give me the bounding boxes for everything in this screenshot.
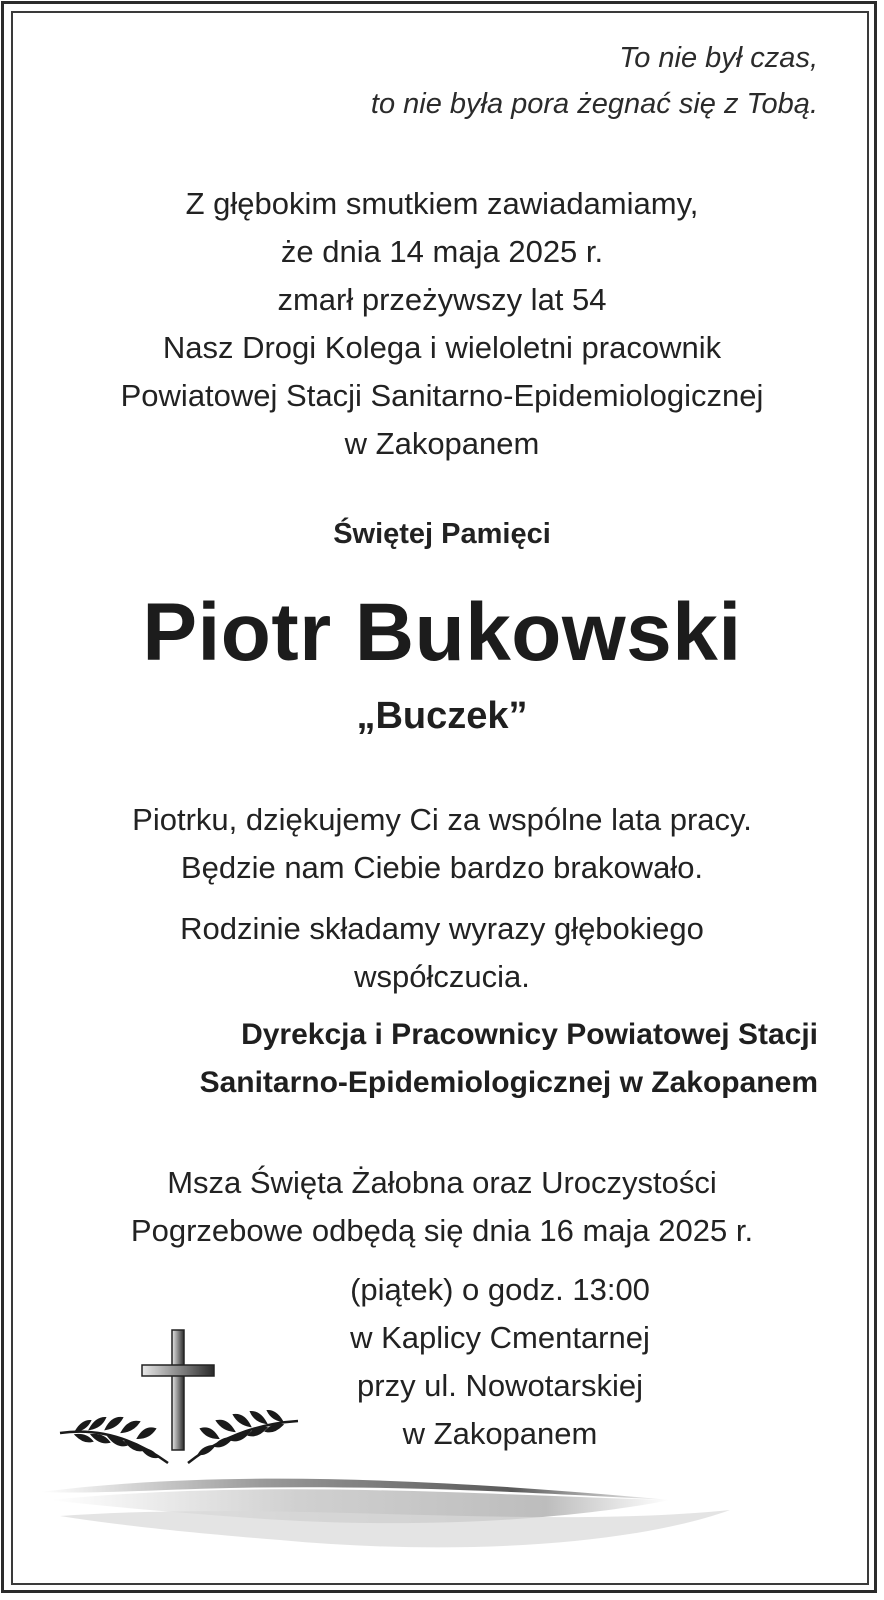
- motto-line-2: to nie była pora żegnać się z Tobą.: [370, 88, 818, 120]
- announcement-line-6: w Zakopanem: [344, 426, 540, 461]
- funeral-line-5: przy ul. Nowotarskiej: [357, 1368, 643, 1403]
- announcement-line-3: zmarł przeżywszy lat 54: [277, 282, 607, 317]
- announcement-line-5: Powiatowej Stacji Sanitarno-Epidemiologicznej: [120, 378, 764, 413]
- funeral-line-4: w Kaplicy Cmentarnej: [350, 1320, 650, 1355]
- thanks-line-3: Rodzinie składamy wyrazy głębokiego: [180, 911, 704, 946]
- announcement-line-2: że dnia 14 maja 2025 r.: [280, 234, 604, 269]
- memory-label: Świętej Pamięci: [333, 518, 551, 550]
- thanks-line-1: Piotrku, dziękujemy Ci za wspólne lata pracy.: [132, 802, 752, 837]
- announcement-line-4: Nasz Drogi Kolega i wieloletni pracownik: [162, 330, 722, 365]
- cross-with-branches: [56, 1325, 306, 1475]
- thanks-line-4: współczucia.: [354, 959, 530, 994]
- announcement-line-1: Z głębokim smutkiem zawiadamiamy,: [185, 186, 699, 221]
- wave-decoration: [30, 1470, 850, 1580]
- funeral-line-3: (piątek) o godz. 13:00: [350, 1272, 650, 1307]
- motto-line-1: To nie był czas,: [619, 42, 818, 74]
- palm-branch-icon-right: [188, 1411, 298, 1463]
- signature-line-2: Sanitarno-Epidemiologicznej w Zakopanem: [199, 1066, 818, 1099]
- palm-branch-icon-left: [60, 1418, 168, 1463]
- thanks-line-2: Będzie nam Ciebie bardzo brakowało.: [180, 850, 704, 885]
- nickname: „Buczek”: [356, 695, 528, 737]
- funeral-line-2: Pogrzebowe odbędą się dnia 16 maja 2025 r.: [130, 1213, 754, 1248]
- deceased-name: Piotr Bukowski: [142, 587, 742, 678]
- signature-line-1: Dyrekcja i Pracownicy Powiatowej Stacji: [241, 1018, 818, 1051]
- funeral-line-6: w Zakopanem: [402, 1416, 598, 1451]
- funeral-line-1: Msza Święta Żałobna oraz Uroczystości: [167, 1165, 717, 1200]
- cross-icon: [56, 1325, 306, 1475]
